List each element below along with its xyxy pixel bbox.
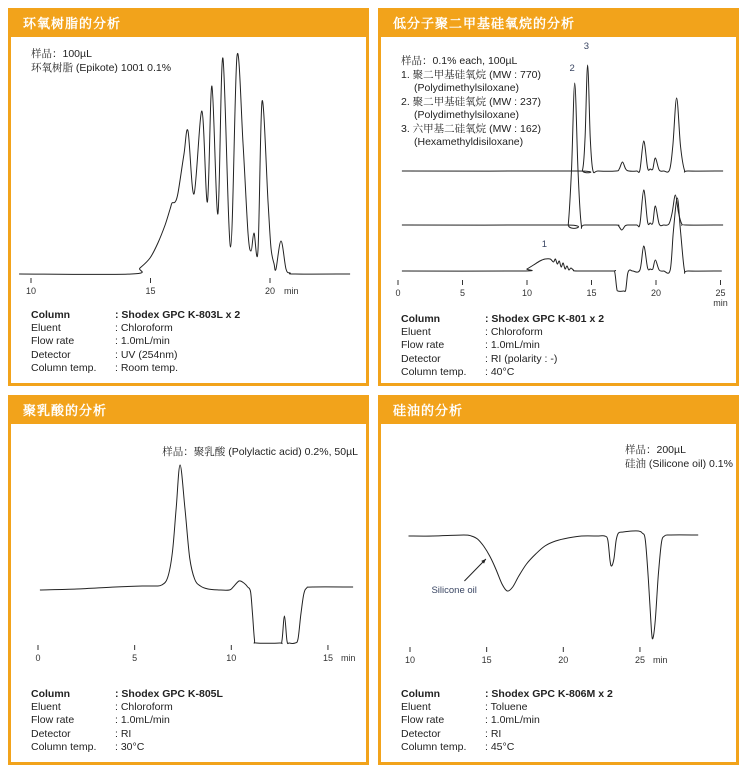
x-tick-label: 0 bbox=[35, 653, 41, 663]
peak-annotation: 3 bbox=[583, 41, 589, 52]
condition-row bbox=[31, 728, 223, 741]
condition-value: : Shodex GPC K-801 x 2 bbox=[485, 313, 605, 325]
condition-label: Eluent bbox=[401, 326, 431, 339]
panel-epoxy-resin bbox=[8, 8, 369, 386]
condition-label: Detector bbox=[31, 348, 71, 361]
sample-line: 样品：200µL bbox=[625, 444, 686, 456]
sample-line: 样品：聚乳酸 (Polylactic acid) 0.2%, 50µL bbox=[162, 446, 358, 458]
condition-label: Detector bbox=[401, 727, 441, 740]
condition-value: : 1.0mL/min bbox=[485, 339, 540, 352]
x-axis-unit: min bbox=[340, 653, 356, 663]
x-tick-label: 10 bbox=[521, 288, 533, 298]
condition-value: : 30°C bbox=[115, 740, 145, 753]
condition-value: : Chloroform bbox=[115, 322, 173, 335]
condition-label: Column bbox=[401, 688, 441, 700]
panel-title: 环氧树脂的分析 bbox=[11, 11, 366, 37]
conditions-table bbox=[401, 313, 604, 379]
condition-label: Column temp. bbox=[401, 740, 467, 753]
x-tick-label: 25 bbox=[634, 655, 645, 665]
x-tick-label: 15 bbox=[145, 286, 156, 296]
condition-row bbox=[401, 339, 604, 352]
condition-label: Eluent bbox=[401, 701, 431, 714]
panel-polydimethylsiloxane bbox=[378, 8, 739, 386]
x-tick-label: 5 bbox=[459, 288, 466, 298]
trace-2 bbox=[402, 198, 722, 292]
condition-label: Detector bbox=[31, 727, 71, 740]
condition-row bbox=[401, 313, 604, 326]
condition-label: Flow rate bbox=[401, 714, 445, 727]
chromatogram-silicone-oil bbox=[381, 424, 736, 669]
conditions-table bbox=[31, 688, 223, 754]
condition-label: Eluent bbox=[31, 322, 61, 335]
panel-polylactic-acid bbox=[8, 395, 369, 765]
condition-value: : 40°C bbox=[485, 365, 515, 378]
condition-label: Eluent bbox=[31, 701, 61, 714]
condition-label: Column temp. bbox=[31, 740, 97, 753]
condition-value: : 1.0mL/min bbox=[485, 714, 540, 727]
condition-row bbox=[31, 688, 223, 701]
x-tick-label: 15 bbox=[481, 655, 492, 665]
conditions-table bbox=[31, 309, 240, 375]
condition-label: Column bbox=[401, 313, 441, 325]
condition-value: : 45°C bbox=[485, 740, 515, 753]
condition-label: Detector bbox=[401, 352, 441, 365]
condition-value: : Shodex GPC K-805L bbox=[115, 688, 223, 700]
condition-row bbox=[401, 728, 613, 741]
conditions-table bbox=[401, 688, 613, 754]
condition-row bbox=[31, 309, 240, 322]
condition-value: : Shodex GPC K-806M x 2 bbox=[485, 688, 613, 700]
condition-label: Column temp. bbox=[31, 361, 97, 374]
condition-row bbox=[401, 714, 613, 727]
peak-annotation: Silicone oil bbox=[431, 585, 477, 596]
x-tick-label: 10 bbox=[25, 286, 37, 296]
sample-line: (Polydimethylsiloxane) bbox=[414, 109, 520, 121]
condition-row bbox=[31, 741, 223, 754]
chromatogram-epoxy-resin bbox=[11, 37, 366, 307]
x-tick-label: 25 bbox=[715, 288, 726, 298]
condition-row bbox=[31, 714, 223, 727]
condition-value: : 1.0mL/min bbox=[115, 335, 170, 348]
x-tick-label: 20 bbox=[264, 286, 276, 296]
condition-label: Column bbox=[31, 688, 71, 700]
x-tick-label: 20 bbox=[558, 655, 569, 665]
peak-annotation: 2 bbox=[569, 63, 575, 74]
condition-row bbox=[31, 322, 240, 335]
sample-line: 环氧树脂 (Epikote) 1001 0.1% bbox=[31, 61, 172, 74]
sample-line: 3. 六甲基二硅氧烷 (MW : 162) bbox=[401, 122, 542, 135]
condition-row bbox=[31, 362, 240, 375]
condition-label: Flow rate bbox=[31, 335, 75, 348]
condition-row bbox=[31, 349, 240, 362]
condition-row bbox=[401, 688, 613, 701]
sample-line: 硅油 (Silicone oil) 0.1% bbox=[625, 457, 733, 470]
x-tick-label: 5 bbox=[132, 653, 138, 663]
sample-description bbox=[401, 55, 541, 150]
peak-annotation: 1 bbox=[541, 239, 548, 250]
x-tick-label: 20 bbox=[650, 288, 662, 298]
panel-body bbox=[11, 424, 366, 762]
panel-body bbox=[381, 424, 736, 762]
condition-value: : 1.0mL/min bbox=[115, 714, 170, 727]
condition-label: Flow rate bbox=[401, 339, 445, 352]
sample-line: 1. 聚二甲基硅氧烷 (MW : 770) bbox=[401, 68, 542, 81]
condition-value: : Chloroform bbox=[485, 326, 543, 339]
x-tick-label: 0 bbox=[395, 288, 401, 298]
condition-label: Column bbox=[31, 309, 71, 321]
condition-row bbox=[401, 353, 604, 366]
condition-value: : RI (polarity : -) bbox=[485, 352, 558, 365]
condition-row bbox=[401, 366, 604, 379]
sample-line: (Polydimethylsiloxane) bbox=[414, 82, 520, 94]
condition-value: : UV (254nm) bbox=[115, 348, 178, 361]
x-tick-label: 10 bbox=[404, 655, 416, 665]
panel-title: 低分子聚二甲基硅氧烷的分析 bbox=[381, 11, 736, 37]
panel-title: 聚乳酸的分析 bbox=[11, 398, 366, 424]
x-axis-unit: min bbox=[284, 286, 299, 296]
panel-title: 硅油的分析 bbox=[381, 398, 736, 424]
condition-row bbox=[31, 335, 240, 348]
x-axis-unit: min bbox=[713, 298, 728, 307]
x-tick-label: 15 bbox=[586, 288, 597, 298]
condition-row bbox=[31, 701, 223, 714]
condition-row bbox=[401, 701, 613, 714]
condition-value: : Chloroform bbox=[115, 701, 173, 714]
condition-row bbox=[401, 741, 613, 754]
trace-0 bbox=[40, 465, 353, 644]
panel-silicone-oil bbox=[378, 395, 739, 765]
chromatogram-polylactic-acid bbox=[11, 424, 366, 669]
condition-label: Column temp. bbox=[401, 365, 467, 378]
sample-line: (Hexamethyldisiloxane) bbox=[414, 136, 524, 148]
x-axis-unit: min bbox=[652, 655, 668, 665]
panel-body bbox=[11, 37, 366, 383]
x-tick-label: 10 bbox=[226, 653, 237, 663]
annotation-arrow-line bbox=[464, 559, 485, 581]
condition-value: : Toluene bbox=[485, 701, 528, 714]
condition-value: : RI bbox=[115, 727, 132, 740]
condition-value: : Shodex GPC K-803L x 2 bbox=[115, 309, 241, 321]
condition-value: : Room temp. bbox=[115, 361, 179, 374]
sample-line: 2. 聚二甲基硅氧烷 (MW : 237) bbox=[401, 95, 542, 108]
condition-value: : RI bbox=[485, 727, 502, 740]
sample-line: 样品：100µL bbox=[31, 48, 92, 60]
trace-0 bbox=[19, 53, 350, 274]
sample-line: 样品：0.1% each, 100µL bbox=[401, 55, 518, 67]
condition-label: Flow rate bbox=[31, 714, 75, 727]
panel-body bbox=[381, 37, 736, 383]
condition-row bbox=[401, 326, 604, 339]
x-tick-label: 15 bbox=[322, 653, 333, 663]
